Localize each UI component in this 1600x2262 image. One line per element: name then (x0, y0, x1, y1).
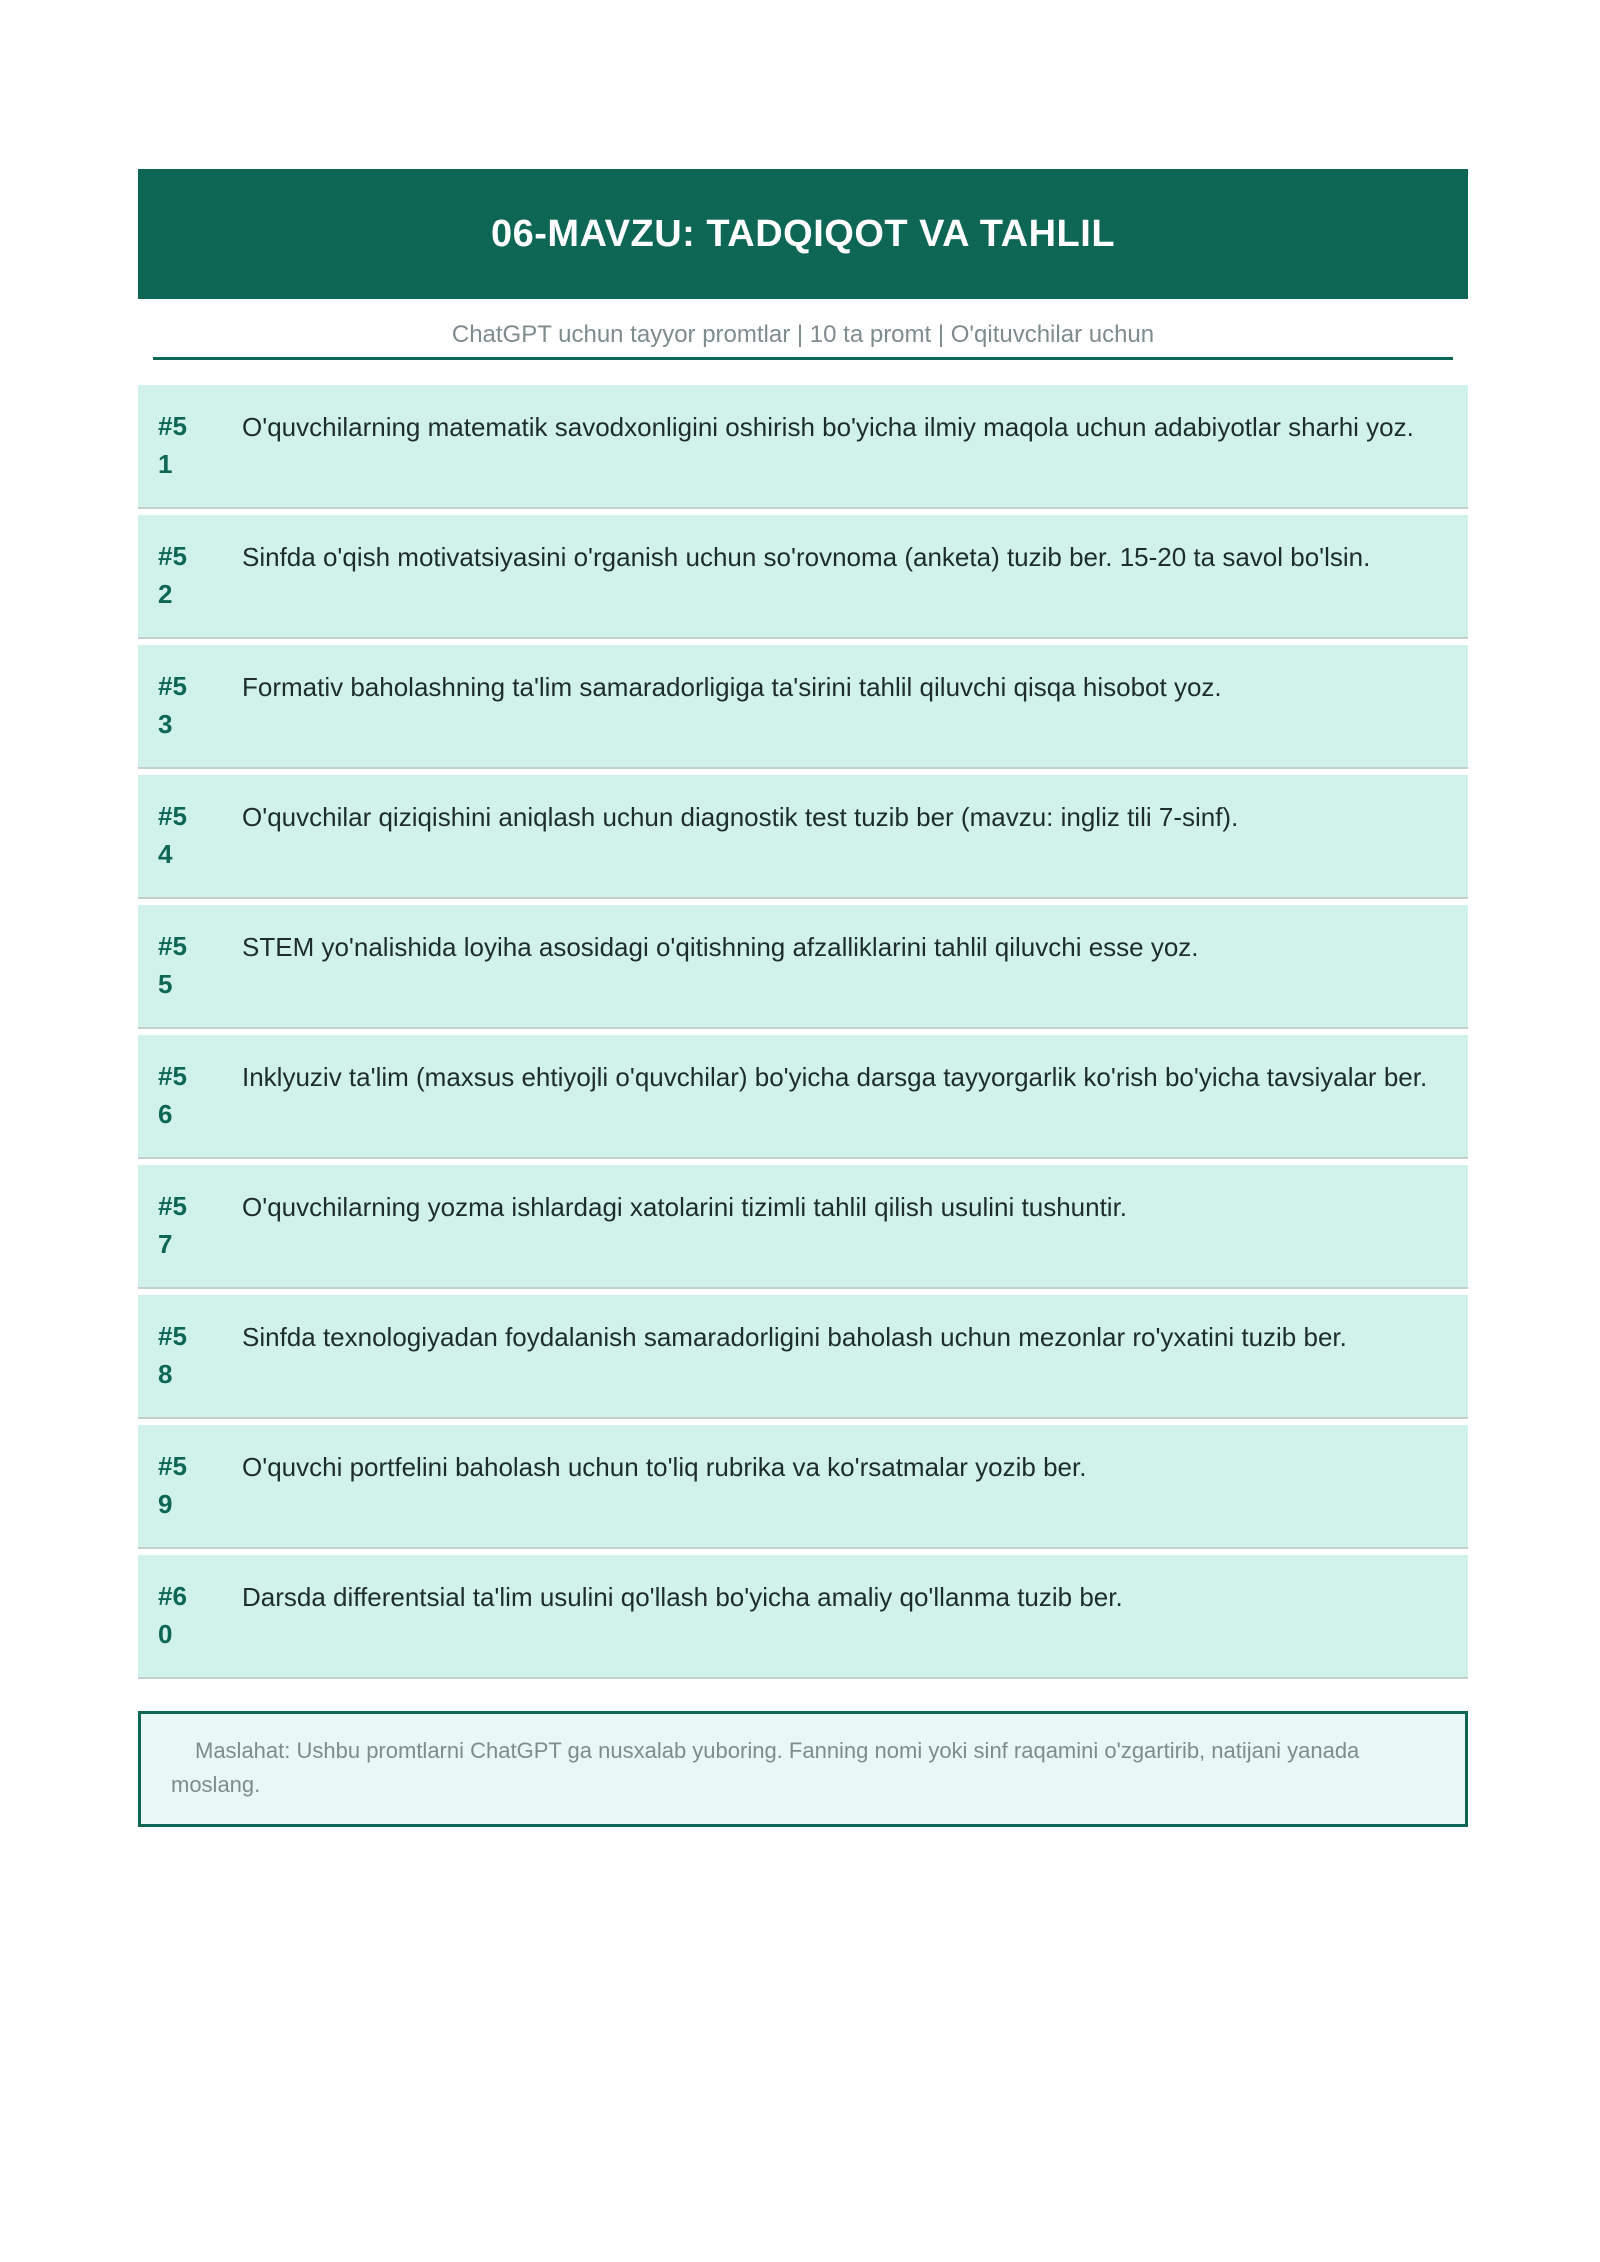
prompt-text: STEM yo'nalishida loyiha asosidagi o'qitishning afzalliklarini tahlil qiluvchi esse yoz. (242, 932, 1199, 962)
prompt-item (138, 1165, 1468, 1289)
prompt-item (138, 515, 1468, 639)
title-banner (138, 169, 1468, 299)
prompt-item (138, 1555, 1468, 1679)
prompt-item (138, 1295, 1468, 1419)
prompt-item (138, 905, 1468, 1029)
prompt-text: Inklyuziv ta'lim (maxsus ehtiyojli o'quvchilar) bo'yicha darsga tayyorgarlik ko'rish bo'yicha tavsiyalar ber. (242, 1062, 1428, 1092)
prompt-number: #51 (158, 411, 187, 479)
subtitle-divider (153, 357, 1453, 360)
page-title: 06-MAVZU: TADQIQOT VA TAHLIL (490, 212, 1116, 255)
prompt-item (138, 385, 1468, 509)
prompt-text: O'quvchi portfelini baholash uchun to'liq rubrika va ko'rsatmalar yozib ber. (242, 1452, 1087, 1482)
tip-box (138, 1711, 1468, 1827)
tip-text: Maslahat: Ushbu promtlarni ChatGPT ga nusxalab yuboring. Fanning nomi yoki sinf raqamini o'zgartirib, natijani yanada moslang. (171, 1738, 1360, 1797)
prompt-text: Sinfda texnologiyadan foydalanish samaradorligini baholash uchun mezonlar ro'yxatini tuzib ber. (242, 1322, 1347, 1352)
page-subtitle: ChatGPT uchun tayyor promtlar | 10 ta promt | O'qituvchilar uchun (451, 321, 1155, 348)
prompt-number: #55 (158, 931, 187, 999)
prompt-item (138, 775, 1468, 899)
prompt-number: #56 (158, 1061, 187, 1129)
prompt-text: O'quvchilarning yozma ishlardagi xatolarini tizimli tahlil qilish usulini tushuntir. (242, 1192, 1128, 1222)
prompt-number: #53 (158, 671, 187, 739)
prompt-number: #58 (158, 1321, 187, 1389)
prompt-number: #59 (158, 1451, 187, 1519)
prompt-text: O'quvchilarning matematik savodxonligini oshirish bo'yicha ilmiy maqola uchun adabiyotlar sharhi yoz. (242, 412, 1414, 442)
prompt-number: #52 (158, 541, 187, 609)
prompt-text: Darsda differentsial ta'lim usulini qo'llash bo'yicha amaliy qo'llanma tuzib ber. (242, 1582, 1123, 1612)
prompt-text: O'quvchilar qiziqishini aniqlash uchun diagnostik test tuzib ber (mavzu: ingliz tili 7-sinf). (242, 802, 1239, 832)
prompt-number: #57 (158, 1191, 187, 1259)
prompt-text: Sinfda o'qish motivatsiyasini o'rganish uchun so'rovnoma (anketa) tuzib ber. 15-20 ta savol bo'lsin. (242, 542, 1371, 572)
prompt-list (138, 385, 1468, 1679)
prompt-number: #54 (158, 801, 187, 869)
prompt-item (138, 645, 1468, 769)
prompt-item (138, 1035, 1468, 1159)
prompt-number: #60 (158, 1581, 187, 1649)
prompt-item (138, 1425, 1468, 1549)
document-page (138, 169, 1468, 1827)
prompt-text: Formativ baholashning ta'lim samaradorligiga ta'sirini tahlil qiluvchi qisqa hisobot yoz. (242, 672, 1222, 702)
